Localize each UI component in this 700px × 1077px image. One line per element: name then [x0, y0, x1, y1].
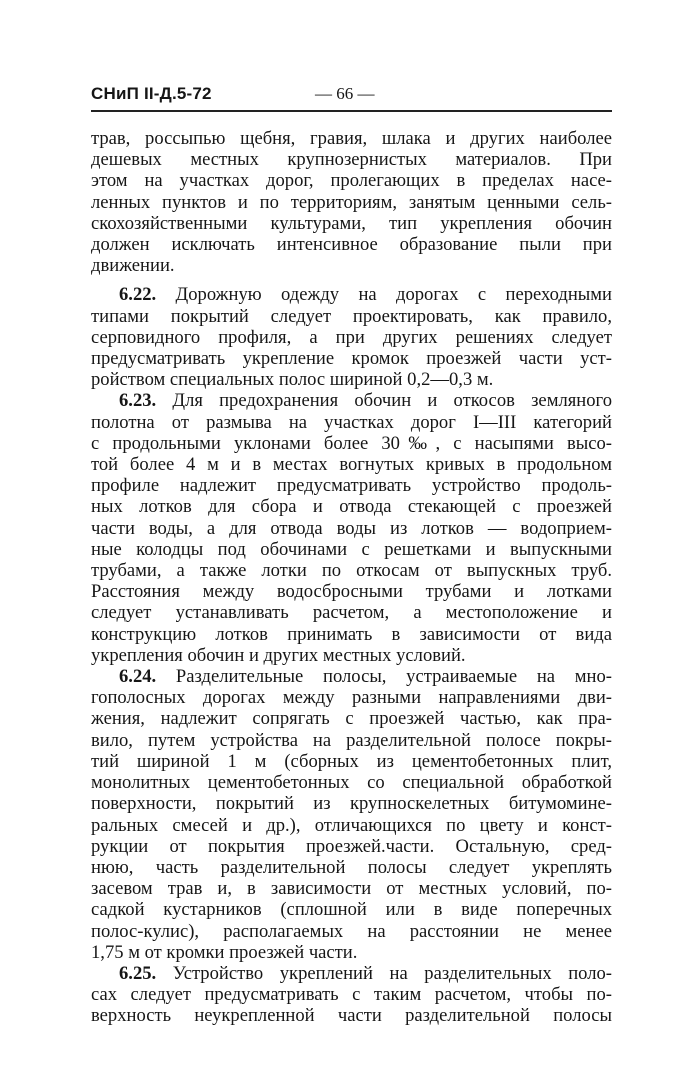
paragraph-text: Разделительные полосы, устраиваемые на мно-: [175, 666, 612, 688]
page-number: — 66 —: [315, 84, 375, 103]
header-rule: [91, 110, 612, 112]
text-line: той более 4 м и в местах вогнутых кривых в продольном: [91, 454, 612, 476]
paragraph-first-line: [91, 284, 612, 305]
text-line: трав, россыпью щебня, гравия, шлака и других наиболее: [91, 128, 612, 149]
text-line: рукции от покрытия проезжей.части. Остальную, сред-: [91, 835, 612, 857]
text-line: 1,75 м от кромки проезжей части.: [91, 941, 358, 963]
text-line: должен исключать интенсивное образование пыли при: [91, 234, 612, 256]
text-line: движении.: [91, 255, 175, 277]
text-line: Расстояния между водосбросными трубами и лотками: [91, 581, 612, 603]
paragraph-number: 6.22.: [119, 284, 157, 306]
paragraph-intro: [91, 128, 612, 276]
text-line: монолитных цементобетонных со специальной обработкой: [91, 772, 612, 794]
text-line: ральных смесей и др.), отличающихся по цвету и конст-: [91, 814, 612, 836]
text-line: с продольными уклонами более 30‰, с насыпями высо-: [91, 432, 612, 454]
text-line: вило, путем устройства на разделительной полосе покры-: [91, 729, 612, 751]
paragraph-number: 6.23.: [119, 390, 157, 412]
paragraph-6-23: [91, 390, 612, 666]
paragraph-text: Для предохранения обочин и откосов земляного: [172, 390, 612, 412]
text-line: полос-кулис), располагаемых на расстоянии не менее: [91, 920, 612, 942]
body-text: [91, 128, 612, 1027]
text-line: следует устанавливать расчетом, а местоположение и: [91, 602, 612, 624]
paragraph-number: 6.24.: [119, 666, 157, 688]
text-line: гополосных дорогах между разными направлениями дви-: [91, 687, 612, 709]
text-line: скохозяйственными культурами, тип укрепления обочин: [91, 212, 612, 234]
text-line: части воды, а для отвода воды из лотков — водоприем-: [91, 517, 612, 539]
text-line: засевом трав и, в зависимости от местных условий, по-: [91, 878, 612, 900]
text-line: предусматривать укрепление кромок проезжей части уст-: [91, 348, 612, 370]
paragraph-number: 6.25.: [119, 962, 157, 984]
text-line: укрепления обочин и других местных условий.: [91, 644, 466, 666]
paragraph-text: Устройство укреплений на разделительных поло-: [172, 962, 612, 984]
text-line: ных лотков для сбора и отвода стекающей с проезжей: [91, 496, 612, 518]
text-line: полотна от размыва на участках дорог I—III категорий: [91, 411, 612, 433]
text-line: тий шириной 1 м (сборных из цементобетонных плит,: [91, 750, 612, 772]
paragraph-text: Дорожную одежду на дорогах с переходными: [175, 284, 612, 306]
page-header: [91, 84, 612, 106]
text-line: профиле надлежит предусматривать устройство продоль-: [91, 475, 612, 497]
text-line: трубами, а также лотки по откосам от выпускных труб.: [91, 560, 612, 582]
text-line: серповидного профиля, а при других решениях следует: [91, 326, 612, 348]
text-line: сах следует предусматривать с таким расчетом, чтобы по-: [91, 984, 612, 1006]
paragraph-6-22: [91, 284, 612, 390]
paragraph-first-line: [91, 390, 612, 411]
text-line: ленных пунктов и по территориям, занятым ценными сель-: [91, 191, 612, 213]
text-line: садкой кустарников (сплошной или в виде поперечных: [91, 899, 612, 921]
text-line: поверхности, покрытий из крупноскелетных битумомине-: [91, 793, 612, 815]
text-line: конструкцию лотков принимать в зависимости от вида: [91, 623, 612, 645]
paragraph-first-line: [91, 666, 612, 687]
paragraph-first-line: [91, 963, 612, 984]
text-line: жения, надлежит сопрягать с проезжей частью, как пра-: [91, 708, 612, 730]
text-line: верхность неукрепленной части разделительной полосы: [91, 1005, 612, 1027]
text-line: типами покрытий следует проектировать, как правило,: [91, 305, 612, 327]
text-line: этом на участках дорог, пролегающих в пределах насе-: [91, 170, 612, 192]
text-line: ройством специальных полос шириной 0,2—0,3 м.: [91, 369, 494, 391]
paragraph-6-25: [91, 963, 612, 1027]
document-code: СНиП II-Д.5-72: [91, 84, 212, 103]
text-line: нюю, часть разделительной полосы следует укреплять: [91, 856, 612, 878]
text-line: дешевых местных крупнозернистых материалов. При: [91, 149, 612, 171]
paragraph-6-24: [91, 666, 612, 963]
text-line: ные колодцы под обочинами с решетками и выпускными: [91, 538, 612, 560]
